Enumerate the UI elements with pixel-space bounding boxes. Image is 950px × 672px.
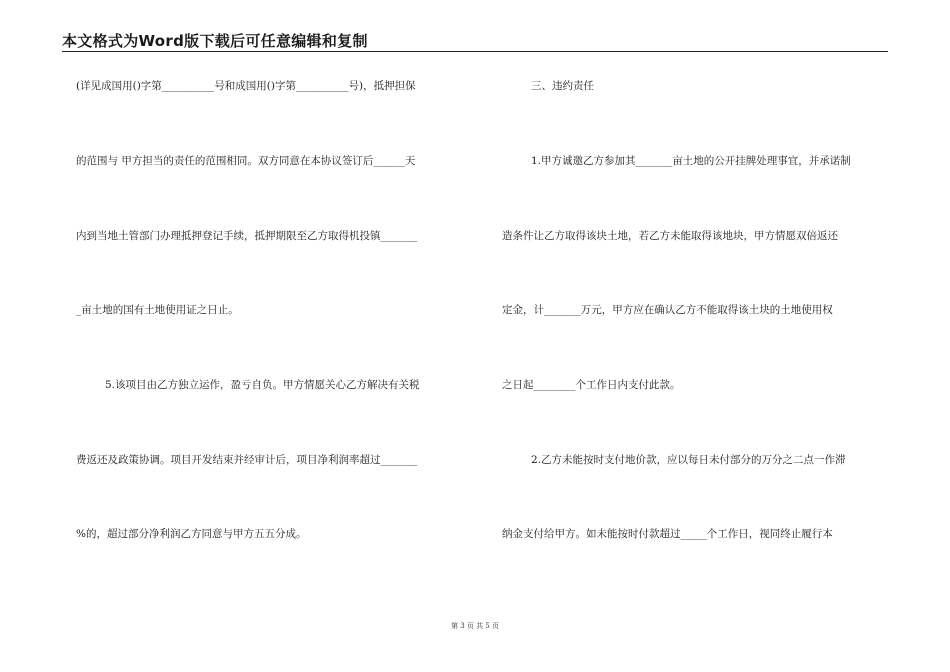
paragraph-line: 定金，计_______万元，甲方应在确认乙方不能取得该土块的土地使用权 [502, 304, 833, 316]
paragraph-line: 造条件让乙方取得该块土地，若乙方未能取得该地块，甲方情愿双倍返还 [502, 230, 838, 242]
page-number: 第 3 页 共 5 页 [450, 622, 500, 630]
paragraph-line: 费返还及政策协调。项目开发结束并经审计后，项目净利润率超过_______ [76, 454, 418, 466]
header-divider [62, 51, 888, 52]
paragraph-line: _亩土地的国有土地使用证之日止。 [76, 304, 239, 316]
paragraph-line: 内到当地土管部门办理抵押登记手续，抵押期限至乙方取得机投镇_______ [76, 230, 418, 242]
paragraph-line: (详见成国用()字第__________号和成国用()字第__________号)，抵押担保 [76, 80, 416, 92]
paragraph-line: 5.该项目由乙方独立运作，盈亏自负。甲方情愿关心乙方解决有关税 [105, 379, 420, 391]
paragraph-line: 的范围与 甲方担当的责任的范围相同。双方同意在本协议签订后______天 [76, 155, 416, 167]
paragraph-line: 1.甲方诚邀乙方参加其_______亩土地的公开挂牌处理事宜，并承诺制 [531, 155, 851, 167]
paragraph-line: 纳金支付给甲方。如未能按时付款超过_____个工作日，视同终止履行本 [502, 528, 833, 540]
paragraph-line: 2.乙方未能按时支付地价款，应以每日未付部分的万分之二点一作滞 [531, 454, 846, 466]
paragraph-line: 之日起________个工作日内支付此款。 [502, 379, 681, 391]
document-header-title: 本文格式为Word版下载后可任意编辑和复制 [62, 32, 368, 50]
paragraph-line: %的，超过部分净利润乙方同意与甲方五五分成。 [76, 528, 307, 540]
section-heading: 三、违约责任 [531, 80, 594, 92]
